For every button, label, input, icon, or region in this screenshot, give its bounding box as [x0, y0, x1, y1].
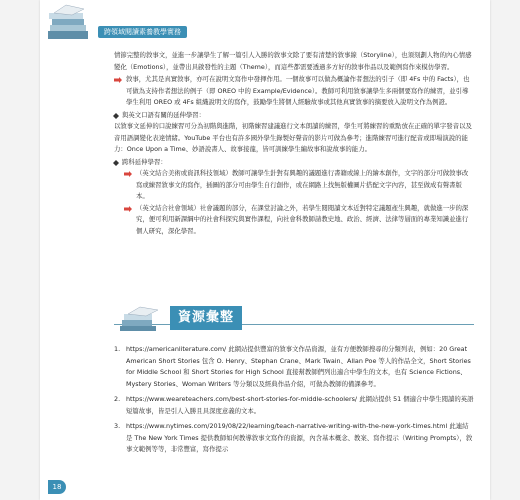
- section-heading: 跨科延伸學習：: [122, 157, 167, 166]
- section-paragraph: 以敘事文延伸的口說練習可分為初階與進階，初階練習建議進行文本朗讀的練習，學生可將練習的重點放在正確的單字發音以及音用語調變化表達情緒。YouTube 平台也有許多國外學生錄製好聲音的影片可做為參考；進階練習可進行配音或即場演說的能力：Once Upon a Time、妙語說書人、故事接龍，皆可訓練學生編故事和說故事的能力。: [114, 122, 472, 153]
- resources-banner: [114, 304, 474, 334]
- diamond-bullet-icon: [113, 113, 119, 119]
- books-illustration-icon: [46, 3, 94, 43]
- red-arrow-icon: [124, 206, 132, 212]
- bullet-item: [114, 203, 474, 238]
- section-heading: 與英文口語有關的延伸學習：: [122, 110, 206, 119]
- item-number: 2.: [114, 395, 121, 403]
- bullet-item: [114, 74, 474, 109]
- bullet-item: [114, 168, 474, 203]
- books-illustration-icon: [118, 304, 168, 332]
- resources-title: 資源彙整: [170, 306, 242, 330]
- item-text: https://americanliterature.com/ 此網站提供豐富的敘事文作品資源，並有方便教師搜尋的分類列表，例如：20 Great American Short Stories 包含 O. Henry、Stephan Crane、Mark Twain、Allan Poe 等人的作品全文，Short Stories for Middle School 和 Short Stories for High School 直接幫教師們列出適合中學生的文本，也有 Science Fictions、Mystery Stories、Woman Writers 等分類以及經典作品介紹，可做為教師的備課參考。: [126, 345, 471, 388]
- header-title: 跨領域閱讀素養教學實務: [98, 26, 187, 38]
- body-text: [114, 50, 474, 237]
- item-text: https://www.nytimes.com/2019/08/22/learning/teach-narrative-writing-with-the-new-york-times.html 此連結是 The New York Times 提供教師如何教導敘事文寫作的資源，內含基本概念、教案、寫作提示（Writing Prompts），敘事文範例等等，非常豐富，寫作提示: [126, 422, 473, 453]
- list-item: [114, 344, 474, 390]
- list-item: [114, 394, 474, 417]
- section-heading-row: [114, 157, 474, 169]
- item-text: https://www.weareteachers.com/best-short-stories-for-middle-schoolers/ 此網站提供 51 個適合中學生閱讀的英語短篇故事，皆是引人入勝且具深度意義的文本。: [126, 395, 474, 415]
- item-number: 1.: [114, 345, 121, 353]
- item-number: 3.: [114, 422, 121, 430]
- list-item: [114, 421, 474, 456]
- diamond-bullet-icon: [113, 160, 119, 166]
- bullet-text: （英文結合社會領域）社會議題的部分，在課堂討論之外，若學生閱閱讀文本近對特定議題產生興趣，就做進一步的深究，便可利用新課綱中的社會科探究與實作課程，向社會科教師請教史地、政治、經濟、法律等層面的專業知識並進行個人研究，深化學習。: [136, 203, 469, 235]
- bullet-text: （英文結合美術或資訊科技領域）教師可讓學生針對有興趣的議題進行書籍或線上的繪本創作，文字的部分可做敘事改寫或練習敘事文的寫作，插圖的部分可由學生自行創作，或在網路上找無版權圖片搭配文字內容，甚至做成有聲書版本。: [136, 169, 469, 200]
- page-number: 18: [48, 480, 66, 494]
- section-heading-row: [114, 110, 474, 122]
- red-arrow-icon: [124, 171, 132, 177]
- bullet-text: 敘事，尤其是真實敘事，亦可在說明文寫作中發揮作用。一個故事可以做為概論作者想法的引子（即 4Fs 中的 Facts），也可做為支持作者想法的例子（即 OREO 中的 Example/Evidence）。教師可利用敘事讓學生多兩個要寫作的練習，並引導學生利用 OREO 或 4Fs 組織說明文的寫作，鼓勵學生將個人經驗故事或其他真實敘事的摘要放入說明文作為例證。: [126, 75, 470, 106]
- red-arrow-icon: [114, 77, 122, 83]
- document-page: [40, 0, 490, 500]
- banner-divider: [114, 324, 474, 325]
- resources-list: [114, 344, 474, 460]
- intro-paragraph: 情節完整的敘事文，並進一步讓學生了解一篇引人入勝的敘事文除了要有清楚的敘事線（Storyline），也須刻劃人物的內心情感變化（Emotions），並帶出具啟發性的主題（Theme），而這些都需要透過多方好的敘事作品以及範例寫作來模仿學習。: [114, 51, 472, 71]
